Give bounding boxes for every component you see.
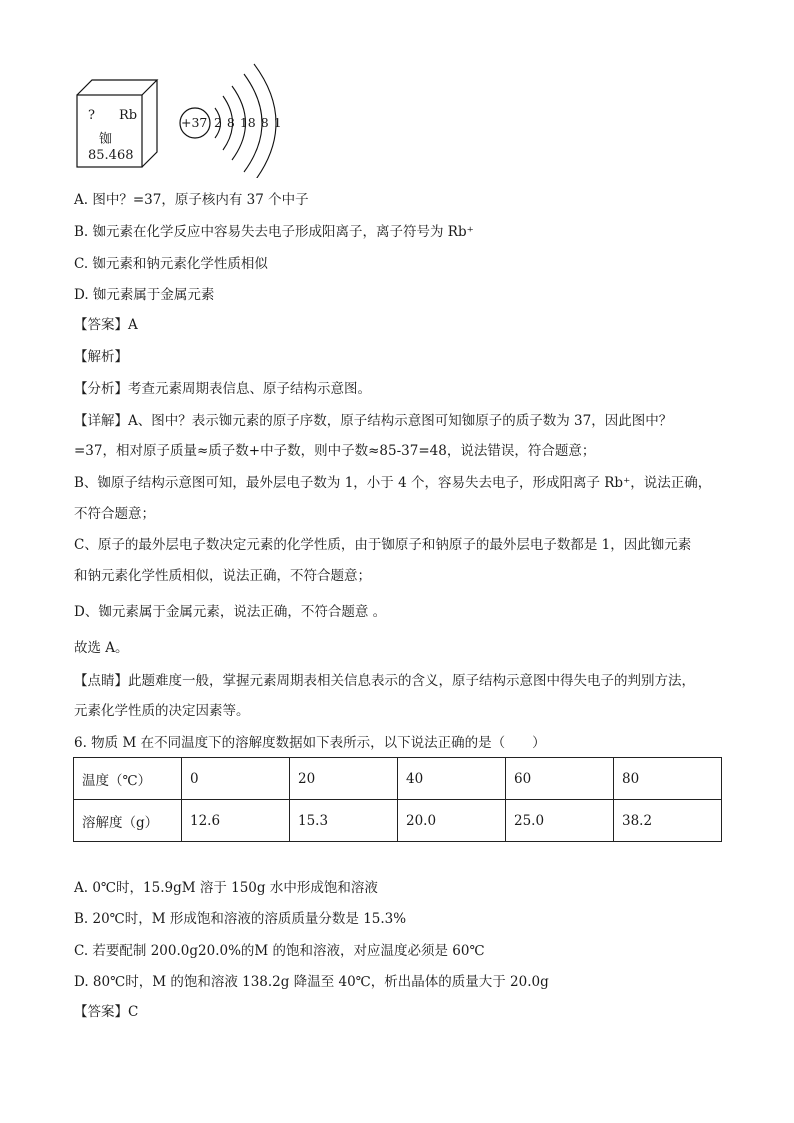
q5-option-d: D. 铷元素属于金属元素 — [74, 287, 215, 303]
analysis-line: 元素化学性质的决定因素等。 — [74, 703, 250, 719]
nucleus-charge: +37 — [181, 115, 208, 130]
q6-answer: 【答案】C — [74, 1004, 139, 1020]
analysis-line: 不符合题意； — [74, 506, 155, 522]
q5-option-a: A. 图中？=37，原子核内有 37 个中子 — [74, 192, 309, 208]
element-symbol: Rb — [119, 108, 138, 123]
analysis-line: 【详解】A、图中？表示铷元素的原子序数，原子结构示意图可知铷原子的质子数为 37，因此图中？ — [74, 413, 673, 429]
table-cell: 60 — [506, 758, 614, 800]
analysis-line: 【点睛】此题难度一般，掌握元素周期表相关信息表示的含义，原子结构示意图中得失电子的判别方法， — [74, 673, 695, 689]
analysis-line: =37，相对原子质量≈质子数+中子数，则中子数≈85-37=48，说法错误，符合题意； — [74, 443, 596, 459]
analysis-line: C、原子的最外层电子数决定元素的化学性质，由于铷原子和钠原子的最外层电子数都是 1，因此铷元素 — [74, 537, 692, 553]
table-cell: 20.0 — [398, 800, 506, 842]
table-cell: 80 — [614, 758, 722, 800]
analysis-line: 故选 A。 — [74, 640, 129, 656]
atomic-number-placeholder: ? — [88, 108, 95, 123]
q6-option-a: A. 0℃时，15.9gM 溶于 150g 水中形成饱和溶液 — [74, 880, 378, 896]
element-name: 铷 — [99, 132, 113, 147]
analysis-line: D、铷元素属于金属元素，说法正确，不符合题意 。 — [74, 604, 387, 620]
table-cell: 25.0 — [506, 800, 614, 842]
q6-option-b: B. 20℃时，M 形成饱和溶液的溶质质量分数是 15.3% — [74, 911, 407, 927]
table-cell: 38.2 — [614, 800, 722, 842]
solubility-table — [73, 757, 722, 842]
q5-answer: 【答案】A — [74, 317, 138, 333]
q6-stem: 6. 物质 M 在不同温度下的溶解度数据如下表所示，以下说法正确的是（ ） — [74, 735, 546, 751]
table-row — [74, 800, 722, 842]
table-row — [74, 758, 722, 800]
q6-option-d: D. 80℃时，M 的饱和溶液 138.2g 降温至 40℃，析出晶体的质量大于 20.0g — [74, 974, 549, 990]
q5-option-c: C. 铷元素和钠元素化学性质相似 — [74, 256, 268, 272]
q5-option-b: B. 铷元素在化学反应中容易失去电子形成阳离子，离子符号为 Rb⁺ — [74, 224, 474, 240]
table-cell: 溶解度（g） — [74, 800, 182, 842]
cube-top-face — [77, 80, 157, 95]
q5-analysis-heading: 【解析】 — [74, 349, 128, 365]
table-cell: 0 — [182, 758, 290, 800]
table-cell: 温度（℃） — [74, 758, 182, 800]
table-cell: 20 — [290, 758, 398, 800]
rubidium-figure — [74, 58, 304, 178]
shell-electron-counts: 2 8 18 8 1 — [214, 115, 282, 130]
atomic-mass: 85.468 — [88, 148, 134, 163]
q6-option-c: C. 若要配制 200.0g20.0%的M 的饱和溶液，对应温度必须是 60℃ — [74, 943, 485, 959]
table-cell: 40 — [398, 758, 506, 800]
analysis-line: 【分析】考查元素周期表信息、原子结构示意图。 — [74, 381, 371, 397]
analysis-line: 和钠元素化学性质相似，说法正确，不符合题意； — [74, 568, 371, 584]
table-cell: 15.3 — [290, 800, 398, 842]
analysis-line: B、铷原子结构示意图可知，最外层电子数为 1，小于 4 个，容易失去电子，形成阳离子 Rb⁺，说法正确， — [74, 475, 712, 491]
table-cell: 12.6 — [182, 800, 290, 842]
